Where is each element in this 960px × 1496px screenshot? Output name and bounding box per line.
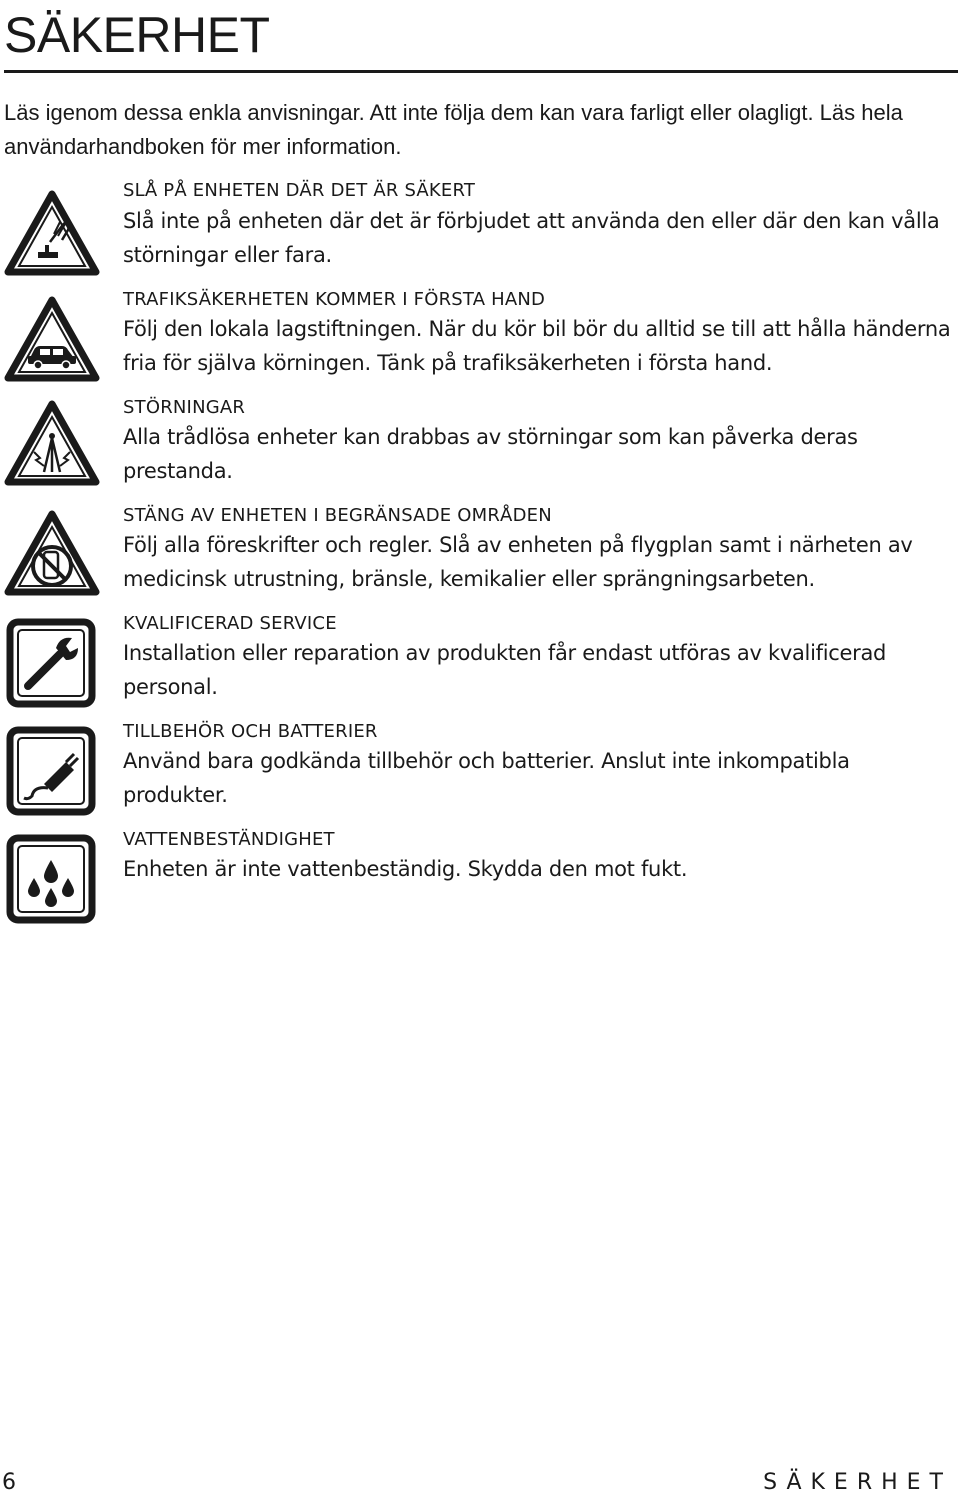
- section-heading: KVALIFICERAD SERVICE: [123, 613, 337, 634]
- section-body: Enheten är inte vattenbeständig. Skydda den mot fukt.: [123, 857, 688, 881]
- section-body: Följ den lokala lagstiftningen. När du kör bil bör du alltid se till att hålla händerna fria för själva körningen. Tänk på trafiksäkerheten i första hand.: [123, 317, 951, 375]
- section-body: Använd bara godkända tillbehör och batterier. Anslut inte inkompatibla produkter.: [123, 749, 850, 807]
- car-warning-icon: [4, 296, 100, 386]
- phone-prohibited-icon: [4, 510, 100, 600]
- intro-text: Läs igenom dessa enkla anvisningar. Att inte följa dem kan vara farligt eller olagligt. Läs hela användarhandboken för mer information.: [4, 100, 903, 159]
- section-heading: TILLBEHÖR OCH BATTERIER: [123, 721, 378, 742]
- section-body: Alla trådlösa enheter kan drabbas av störningar som kan påverka deras prestanda.: [123, 425, 858, 483]
- wrench-icon: [4, 618, 100, 708]
- section-heading: VATTENBESTÄNDIGHET: [123, 829, 335, 850]
- section-body: Följ alla föreskrifter och regler. Slå av enheten på flygplan samt i närheten av medicinsk utrustning, bränsle, kemikalier eller sprängningsarbeten.: [123, 533, 913, 591]
- section-heading: TRAFIKSÄKERHETEN KOMMER I FÖRSTA HAND: [123, 289, 546, 310]
- section-heading: STÄNG AV ENHETEN I BEGRÄNSADE OMRÅDEN: [123, 505, 552, 526]
- title-divider: [4, 70, 958, 73]
- section-heading: SLÅ PÅ ENHETEN DÄR DET ÄR SÄKERT: [123, 180, 476, 201]
- running-title: SÄKERHET: [763, 1470, 952, 1495]
- section-heading: STÖRNINGAR: [123, 397, 246, 418]
- hand-switch-warning-icon: [4, 190, 100, 280]
- interference-warning-icon: [4, 400, 100, 490]
- water-drops-icon: [4, 834, 100, 924]
- section-body: Installation eller reparation av produkten får endast utföras av kvalificerad personal.: [123, 641, 887, 699]
- page-title: SÄKERHET: [4, 7, 270, 63]
- charger-plug-icon: [4, 726, 100, 816]
- page-number: 6: [2, 1470, 16, 1495]
- section-body: Slå inte på enheten där det är förbjudet att använda den eller där den kan vålla störningar eller fara.: [123, 209, 940, 267]
